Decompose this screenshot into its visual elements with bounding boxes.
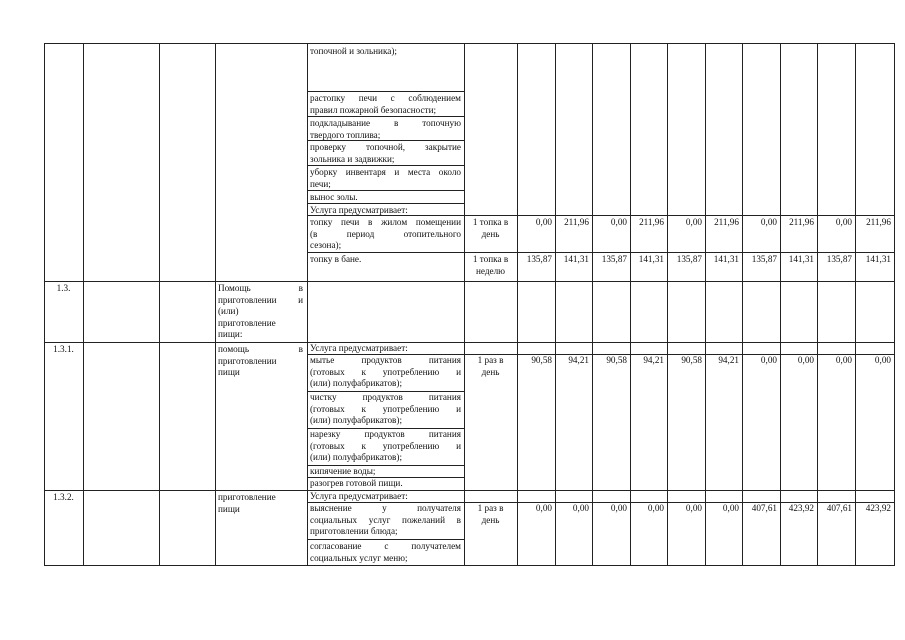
table-column-rule xyxy=(894,43,895,566)
tariff-value: 94,21 xyxy=(568,355,589,365)
service-frequency: 1 раз в xyxy=(477,503,504,513)
table-column-rule xyxy=(555,342,556,491)
service-description-item xyxy=(310,541,461,564)
tariff-value: 135,87 xyxy=(751,254,777,264)
table-column-rule xyxy=(780,342,781,491)
table-row-rule xyxy=(44,342,895,343)
service-description-item xyxy=(310,167,461,190)
service-number: 1.3. xyxy=(56,283,71,293)
tariff-value: 94,21 xyxy=(718,355,739,365)
service-name xyxy=(218,283,303,341)
service-description-item xyxy=(310,217,461,252)
description-line: приготовлении блюда; xyxy=(310,526,398,537)
tariff-value: 135,87 xyxy=(526,254,552,264)
tariff-value: 0,00 xyxy=(647,503,664,513)
tariff-value: 0,00 xyxy=(797,355,814,365)
tariff-value: 90,58 xyxy=(606,355,627,365)
tariff-value: 407,61 xyxy=(826,503,852,513)
tariff-value: 211,96 xyxy=(866,217,891,227)
description-line: вынос золы. xyxy=(310,192,358,202)
table-column-rule xyxy=(855,281,856,343)
tariff-value: 423,92 xyxy=(865,503,891,513)
table-column-rule xyxy=(705,43,706,282)
description-line: топочной и зольника); xyxy=(310,46,397,56)
description-line: Услуга предусматривает: xyxy=(310,205,408,215)
description-line: (готовых к употреблению и xyxy=(310,366,461,377)
table-column-rule xyxy=(83,43,84,566)
service-frequency: неделю xyxy=(475,265,506,276)
description-line: (или) xyxy=(218,306,239,317)
table-row-rule xyxy=(44,43,895,44)
description-line: мытье продуктов питания xyxy=(310,355,461,365)
description-line: Помощь в xyxy=(218,283,303,293)
service-description-item xyxy=(310,205,461,217)
table-row-rule xyxy=(44,565,895,566)
description-line: нарезку продуктов питания xyxy=(310,429,461,439)
service-name xyxy=(218,344,303,379)
description-line: проверку топочной, закрытие xyxy=(310,142,461,152)
table-column-rule xyxy=(667,342,668,491)
table-column-rule xyxy=(517,281,518,343)
tariff-value: 0,00 xyxy=(835,217,852,227)
table-column-rule xyxy=(555,281,556,343)
service-number: 1.3.1. xyxy=(53,344,74,354)
description-line: (готовых к употреблению и xyxy=(310,440,461,451)
tariff-value: 141,31 xyxy=(865,254,891,264)
table-column-rule xyxy=(667,43,668,282)
table-column-rule xyxy=(517,43,518,282)
description-line: приготовлении и xyxy=(218,294,303,305)
tariff-value: 90,58 xyxy=(531,355,552,365)
description-line: топку в бане. xyxy=(310,254,362,264)
description-line: Услуга предусматривает: xyxy=(310,491,408,501)
table-column-rule xyxy=(555,43,556,282)
tariff-value: 0,00 xyxy=(760,217,777,227)
tariff-value: 211,96 xyxy=(789,217,814,227)
table-column-rule xyxy=(592,342,593,491)
service-description-item xyxy=(310,192,461,204)
service-frequency: 1 раз в xyxy=(477,355,504,365)
table-column-rule xyxy=(817,342,818,491)
tariff-value: 423,92 xyxy=(788,503,814,513)
tariff-value: 0,00 xyxy=(722,503,739,513)
description-line: приготовлении xyxy=(218,355,277,366)
description-line: твердого топлива; xyxy=(310,129,381,140)
table-column-rule xyxy=(855,43,856,282)
description-line: подкладывание в топочную xyxy=(310,118,461,128)
tariff-value: 0,00 xyxy=(685,217,702,227)
tariff-value: 407,61 xyxy=(751,503,777,513)
tariff-value: 141,31 xyxy=(638,254,664,264)
table-column-rule xyxy=(592,281,593,343)
table-column-rule xyxy=(464,342,465,491)
table-column-rule xyxy=(159,43,160,566)
description-line: (или) полуфабрикатов); xyxy=(310,452,402,463)
service-description-item xyxy=(310,478,461,490)
table-column-rule xyxy=(742,342,743,491)
table-column-rule xyxy=(667,281,668,343)
description-line: пищи xyxy=(218,503,240,514)
table-column-rule xyxy=(817,43,818,282)
service-frequency: день xyxy=(481,366,500,377)
table-column-rule xyxy=(592,43,593,282)
tariff-value: 0,00 xyxy=(535,217,552,227)
description-line: помощь в xyxy=(218,344,303,354)
tariff-value: 211,96 xyxy=(639,217,664,227)
table-column-rule xyxy=(855,342,856,491)
tariff-value: 0,00 xyxy=(835,355,852,365)
table-column-rule xyxy=(705,342,706,491)
description-line: сезона); xyxy=(310,240,342,251)
description-line: (или) полуфабрикатов); xyxy=(310,415,402,426)
description-line: социальных услуг меню; xyxy=(310,552,408,563)
table-column-rule xyxy=(215,43,216,566)
description-line: согласование с получателем xyxy=(310,541,461,551)
description-line: пищи xyxy=(218,367,240,378)
tariff-value: 0,00 xyxy=(610,503,627,513)
service-frequency: 1 топка в xyxy=(472,217,509,227)
description-line: приготовление xyxy=(218,492,276,502)
table-column-rule xyxy=(630,43,631,282)
table-column-rule xyxy=(780,43,781,282)
service-description-item xyxy=(310,466,461,478)
table-row-rule xyxy=(44,490,895,491)
service-description-item xyxy=(310,491,461,503)
description-line: социальных услуг пожеланий в xyxy=(310,514,461,525)
tariff-value: 0,00 xyxy=(685,503,702,513)
table-row-rule xyxy=(307,91,465,92)
description-line: растопку печи с соблюдением xyxy=(310,93,461,103)
table-row-rule xyxy=(307,252,895,253)
table-column-rule xyxy=(630,281,631,343)
service-description-item xyxy=(310,254,461,266)
tariff-value: 90,58 xyxy=(681,355,702,365)
service-description-item xyxy=(310,503,461,538)
description-line: правил пожарной безопасности; xyxy=(310,104,437,115)
description-line: топку печи в жилом помещении xyxy=(310,217,461,227)
tariff-value: 0,00 xyxy=(610,217,627,227)
description-line: разогрев готовой пищи. xyxy=(310,478,403,488)
tariff-value: 211,96 xyxy=(564,217,589,227)
service-frequency: день xyxy=(481,514,500,525)
table-column-rule xyxy=(630,342,631,491)
table-column-rule xyxy=(817,281,818,343)
tariff-value: 135,87 xyxy=(676,254,702,264)
description-line: (или) полуфабрикатов); xyxy=(310,378,402,389)
description-line: выяснение у получателя xyxy=(310,503,461,513)
description-line: уборку инвентаря и места около xyxy=(310,167,461,177)
table-column-rule xyxy=(464,43,465,282)
service-frequency: 1 топка в xyxy=(472,254,509,264)
description-line: Услуга предусматривает: xyxy=(310,343,408,353)
table-column-rule xyxy=(780,281,781,343)
service-name xyxy=(218,492,303,515)
service-description-item xyxy=(310,343,461,355)
tariff-value: 135,87 xyxy=(601,254,627,264)
description-line: приготовление xyxy=(218,317,276,328)
table-column-rule xyxy=(464,281,465,343)
service-description-item xyxy=(310,355,461,390)
table-column-rule xyxy=(307,43,308,566)
service-number: 1.3.2. xyxy=(53,492,74,502)
table-column-rule xyxy=(742,43,743,282)
table-column-rule xyxy=(517,342,518,491)
tariff-value: 0,00 xyxy=(572,503,589,513)
service-description-item xyxy=(310,46,461,58)
tariff-value: 141,31 xyxy=(788,254,814,264)
description-line: печи; xyxy=(310,178,331,189)
service-description-item xyxy=(310,392,461,427)
description-line: чистку продуктов питания xyxy=(310,392,461,402)
table-row-rule xyxy=(307,539,465,540)
tariff-value: 141,31 xyxy=(563,254,589,264)
description-line: (готовых к употреблению и xyxy=(310,403,461,414)
service-frequency: день xyxy=(481,228,500,239)
tariff-value: 141,31 xyxy=(713,254,739,264)
tariff-value: 211,96 xyxy=(714,217,739,227)
service-description-item xyxy=(310,93,461,116)
service-description-item xyxy=(310,118,461,141)
tariff-value: 0,00 xyxy=(535,503,552,513)
description-line: зольника и задвижки; xyxy=(310,153,395,164)
description-line: пищи: xyxy=(218,329,243,340)
tariff-value: 94,21 xyxy=(643,355,664,365)
table-column-rule xyxy=(705,281,706,343)
table-column-rule xyxy=(742,281,743,343)
service-description-item xyxy=(310,142,461,165)
tariff-value: 0,00 xyxy=(760,355,777,365)
service-description-item xyxy=(310,429,461,464)
description-line: (в период отопительного xyxy=(310,228,461,239)
description-line: кипячение воды; xyxy=(310,466,376,476)
tariff-value: 135,87 xyxy=(826,254,852,264)
tariff-value: 0,00 xyxy=(874,355,891,365)
table-row-rule xyxy=(44,281,895,282)
table-column-rule xyxy=(44,43,45,566)
